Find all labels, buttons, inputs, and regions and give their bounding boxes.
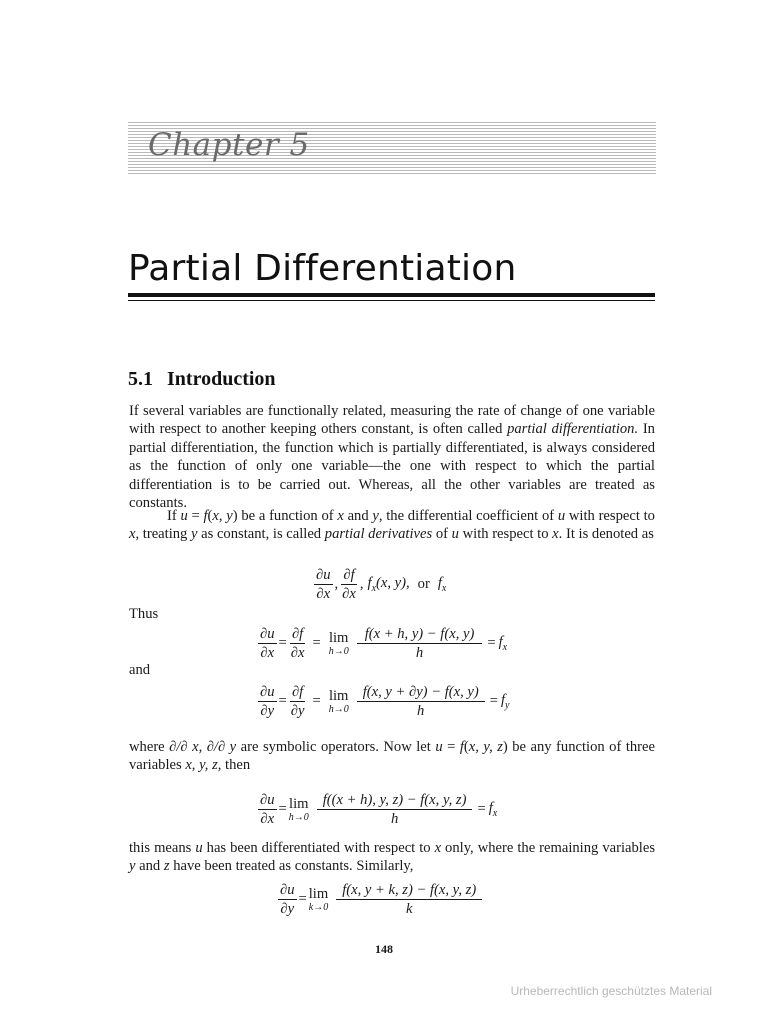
equation-partial-x: $\frac{\partial u}{\partial x}$ = $\frac{\partial f}{\partial x}$ = lim h→0 $\frac{f(x + h, y) - f(x, y)}{h}$ = $f_x$ [260,626,508,661]
paragraph-1: If several variables are functionally related, measuring the rate of change of one variable with respect to another keeping others constant, is often called partial differentiation. In partial differentiation, the function which is partially differentiated, is always considered as the function of only one variable—the one with respect to which the partial differentiation is to be carried out. Whereas, all the other variables are treated as constants. [129,403,655,512]
paragraph-2: If u = f(x, y) be a function of x and y, the differential coefficient of u with respect to x, treating y as constant, is called partial derivatives of u with respect to x. It is denoted as [129,508,655,543]
notation-equation: $\frac{\partial u}{\partial x}$ , $\frac{\partial f}{\partial x}$ , $f_x(x$, y), or $f_x$ [316,567,447,602]
paragraph-3: where ∂/∂ x, ∂/∂ y are symbolic operators. Now let u = f(x, y, z) be any function of three variables x, y, z, then [129,739,655,774]
label-and: and [129,662,151,678]
paragraph-4: this means u has been differentiated with respect to x only, where the remaining variables y and z have been treated as constants. Similarly, [129,840,655,875]
chapter-title: Partial Differentiation [128,248,517,289]
label-thus: Thus [129,606,159,622]
copyright-watermark: Urheberrechtlich geschütztes Material [510,984,712,998]
title-rule-thick [128,293,655,297]
section-number: 5.1 [128,368,153,390]
page-number: 148 [375,942,393,956]
chapter-label: Chapter 5 [148,127,310,163]
equation-partial-y: $\frac{\partial u}{\partial y}$ = $\frac{\partial f}{\partial y}$ = lim h→0 $\frac{f(x, y + \partial y) - f(x, y)}{h}$ = $f_y$ [260,684,510,719]
section-title: Introduction [167,368,276,390]
title-rule-thin [128,300,655,301]
equation-three-var-y: $\frac{\partial u}{\partial y}$ = lim k→0 $\frac{f(x, y + k, z) - f(x, y, z)}{k}$ [276,882,484,917]
equation-three-var-x: $\frac{\partial u}{\partial x}$ = lim h→0 $\frac{f((x + h), y, z) - f(x, y, z)}{h}$ = $f_x$ [260,792,498,827]
section-heading [128,368,276,391]
